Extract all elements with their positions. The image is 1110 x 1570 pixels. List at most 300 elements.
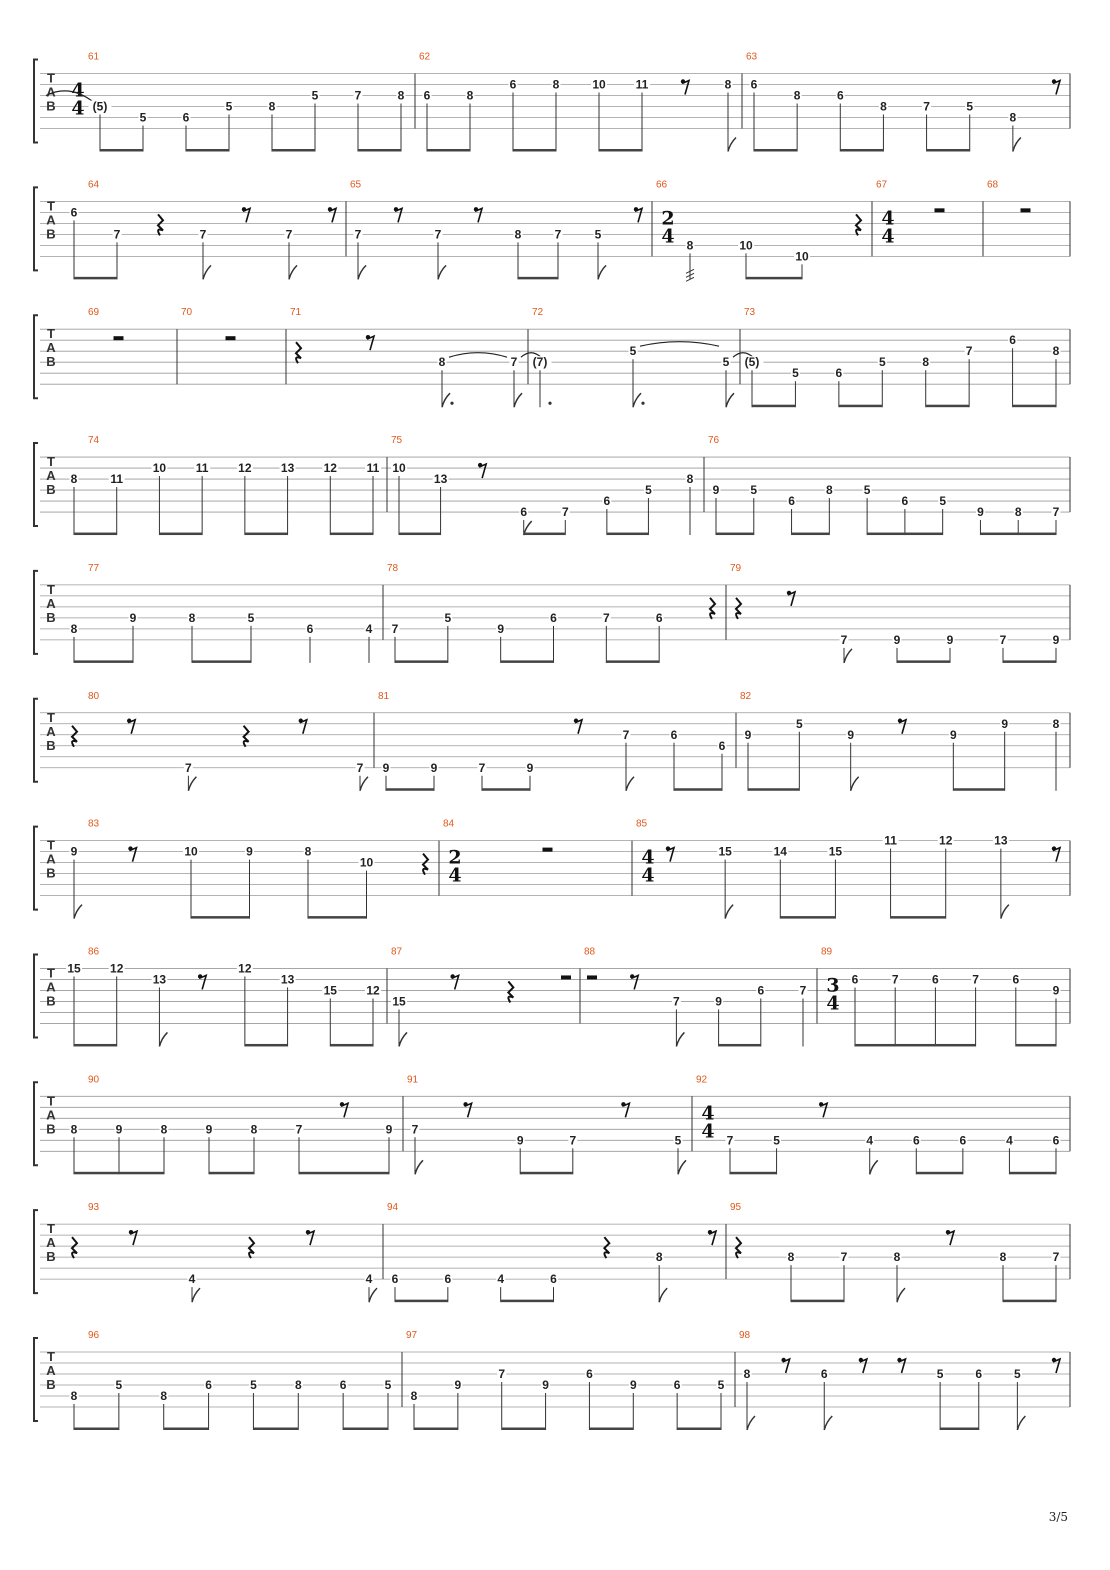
fret-number: 9 bbox=[382, 760, 390, 775]
fret-number: 15 bbox=[67, 961, 81, 976]
quarter-rest bbox=[604, 1237, 609, 1258]
eighth-rest-stroke bbox=[128, 720, 135, 734]
time-signature-bottom: 4 bbox=[826, 992, 840, 1015]
system-11 bbox=[34, 1330, 1070, 1430]
fret-number: 7 bbox=[354, 88, 362, 103]
fret-number: 8 bbox=[268, 99, 276, 114]
rest-block bbox=[114, 336, 124, 340]
measure-number: 81 bbox=[378, 690, 390, 702]
note-beam bbox=[677, 1428, 721, 1431]
note-flag bbox=[851, 777, 859, 791]
note-beam bbox=[186, 149, 229, 152]
fret-number: 7 bbox=[354, 227, 362, 242]
eighth-rest-stroke bbox=[243, 208, 250, 222]
note-beam bbox=[164, 1428, 209, 1431]
time-signature-top: 4 bbox=[71, 79, 85, 102]
fret-number: 8 bbox=[655, 1250, 663, 1265]
fret-number: 4 bbox=[497, 1272, 505, 1287]
measure-74 bbox=[70, 435, 382, 535]
fret-number: 6 bbox=[788, 494, 795, 509]
fret-number: 4 bbox=[866, 1133, 874, 1148]
eighth-rest-stroke bbox=[667, 848, 674, 862]
measure-number: 98 bbox=[739, 1330, 751, 1341]
time-signature-bottom: 4 bbox=[448, 864, 462, 887]
rest-block bbox=[587, 975, 597, 979]
fret-number: 6 bbox=[391, 1272, 399, 1287]
quarter-rest bbox=[296, 342, 301, 363]
note-beam bbox=[891, 916, 946, 919]
note-beam bbox=[253, 1428, 298, 1431]
fret-number: 11 bbox=[366, 461, 380, 476]
system-bracket bbox=[34, 187, 38, 270]
fret-number: 9 bbox=[205, 1122, 213, 1137]
fret-number: 8 bbox=[466, 88, 474, 103]
fret-number: 14 bbox=[773, 844, 787, 859]
note-beam bbox=[927, 149, 970, 152]
time-signature-top: 4 bbox=[701, 1102, 715, 1125]
system-bracket bbox=[34, 1210, 38, 1293]
fret-number: 8 bbox=[880, 99, 887, 114]
note-beam bbox=[482, 788, 530, 791]
fret-number: 7 bbox=[999, 632, 1007, 647]
fret-number: 7 bbox=[285, 227, 293, 242]
fret-number: 9 bbox=[1052, 632, 1060, 647]
note-beam bbox=[74, 1044, 117, 1047]
fret-number: 7 bbox=[561, 505, 569, 520]
fret-number: 10 bbox=[795, 249, 809, 264]
eighth-rest-stroke bbox=[899, 720, 906, 734]
fret-number: 10 bbox=[392, 461, 406, 476]
tab-clef-letter: A bbox=[46, 979, 56, 995]
fret-number: 9 bbox=[1052, 983, 1060, 998]
fret-number: 7 bbox=[965, 344, 973, 359]
tab-clef-letter: T bbox=[47, 1221, 55, 1237]
fret-number: 8 bbox=[743, 1367, 751, 1381]
fret-number: 5 bbox=[674, 1133, 682, 1148]
fret-number: 6 bbox=[757, 983, 765, 998]
fret-number: 6 bbox=[901, 494, 909, 509]
system-bracket bbox=[34, 60, 38, 143]
note-beam bbox=[953, 788, 1004, 791]
rhythm-dot bbox=[641, 402, 644, 405]
fret-number: 6 bbox=[586, 1367, 593, 1381]
note-beam bbox=[502, 1428, 546, 1431]
fret-number: 9 bbox=[454, 1378, 462, 1392]
measure-number: 91 bbox=[407, 1074, 419, 1086]
quarter-rest bbox=[158, 214, 163, 235]
note-beam bbox=[192, 660, 251, 663]
fret-number: 6 bbox=[509, 77, 517, 92]
fret-number: 8 bbox=[397, 88, 405, 103]
note-beam bbox=[589, 1428, 633, 1431]
measure-85 bbox=[636, 819, 1060, 919]
fret-number: 8 bbox=[70, 1389, 78, 1403]
fret-number: 10 bbox=[184, 844, 198, 859]
note-beam bbox=[916, 1172, 963, 1175]
fret-number: 10 bbox=[152, 461, 167, 476]
measure-77 bbox=[70, 563, 374, 663]
eighth-rest-stroke bbox=[622, 1103, 629, 1117]
measure-68 bbox=[987, 179, 1031, 212]
note-beam bbox=[330, 1044, 373, 1047]
note-beam bbox=[74, 277, 117, 280]
fret-number: 4 bbox=[365, 1272, 373, 1287]
measure-number: 75 bbox=[391, 435, 403, 447]
fret-number: 13 bbox=[280, 972, 295, 987]
fret-number: 11 bbox=[635, 77, 649, 92]
fret-number: 5 bbox=[594, 227, 602, 242]
fret-number: 7 bbox=[1052, 505, 1060, 520]
system-2 bbox=[34, 179, 1070, 281]
note-flag bbox=[203, 265, 211, 279]
eighth-rest-stroke bbox=[682, 81, 689, 95]
tab-clef-letter: B bbox=[46, 993, 56, 1009]
fret-number: 5 bbox=[444, 610, 452, 625]
fret-number: 5 bbox=[795, 716, 803, 731]
tab-clef-letter: A bbox=[46, 851, 56, 867]
fret-number: 12 bbox=[939, 833, 953, 848]
eighth-rest-stroke bbox=[329, 208, 336, 222]
fret-number: 6 bbox=[1012, 972, 1020, 987]
fret-number: 8 bbox=[724, 77, 732, 92]
fret-number: 8 bbox=[70, 1122, 78, 1137]
note-beam bbox=[716, 533, 754, 536]
tab-clef-letter: A bbox=[46, 595, 56, 611]
tab-clef-letter: B bbox=[46, 1249, 56, 1265]
fret-number: 6 bbox=[670, 727, 678, 742]
note-flag bbox=[897, 1288, 905, 1302]
fret-number: 12 bbox=[238, 461, 252, 476]
quarter-rest bbox=[856, 214, 861, 235]
eighth-rest-stroke bbox=[631, 975, 638, 989]
measure-number: 74 bbox=[88, 435, 100, 447]
fret-number: 8 bbox=[1052, 716, 1060, 731]
measure-82 bbox=[740, 691, 1061, 791]
fret-number: 7 bbox=[411, 1122, 419, 1137]
measure-number: 85 bbox=[636, 818, 648, 830]
fret-number: 7 bbox=[799, 983, 807, 998]
note-beam bbox=[730, 1172, 777, 1175]
tab-clef-letter: B bbox=[46, 354, 56, 370]
fret-number: 7 bbox=[891, 972, 899, 987]
fret-number: 5 bbox=[939, 494, 947, 509]
fret-number: 8 bbox=[70, 472, 78, 487]
measure-72 bbox=[529, 307, 754, 407]
note-beam bbox=[501, 660, 554, 663]
rest-block bbox=[543, 848, 553, 852]
fret-number: (5) bbox=[744, 355, 760, 370]
tab-clef-letter: A bbox=[46, 340, 56, 356]
note-beam bbox=[897, 660, 950, 663]
tab-clef-letter: B bbox=[46, 1121, 56, 1137]
tie-arc bbox=[449, 353, 507, 358]
measure-91 bbox=[407, 1074, 686, 1174]
eighth-rest-stroke bbox=[783, 1359, 790, 1373]
measure-95 bbox=[730, 1202, 1061, 1302]
measure-66 bbox=[656, 179, 861, 281]
fret-number: 5 bbox=[629, 344, 637, 359]
measure-number: 72 bbox=[532, 307, 544, 319]
eighth-rest-stroke bbox=[788, 592, 795, 606]
note-flag bbox=[289, 265, 297, 279]
fret-number: 9 bbox=[526, 760, 534, 775]
tab-clef-letter: T bbox=[47, 198, 55, 214]
fret-number: 6 bbox=[718, 738, 726, 753]
system-9 bbox=[34, 1074, 1070, 1174]
tab-clef-letter: B bbox=[46, 1377, 56, 1392]
fret-number: 7 bbox=[356, 760, 364, 775]
fret-number: 7 bbox=[972, 972, 979, 987]
rhythm-dot bbox=[450, 402, 453, 405]
fret-number: 15 bbox=[392, 994, 406, 1009]
fret-number: 5 bbox=[936, 1367, 944, 1381]
fret-number: 6 bbox=[520, 505, 528, 520]
fret-number: 6 bbox=[1009, 333, 1016, 348]
fret-number: 4 bbox=[365, 621, 373, 636]
measure-number: 86 bbox=[88, 946, 100, 958]
measure-number: 63 bbox=[746, 51, 758, 63]
fret-number: 7 bbox=[434, 227, 442, 242]
note-beam bbox=[1003, 660, 1056, 663]
rest-block bbox=[561, 975, 571, 979]
note-flag bbox=[824, 1416, 832, 1430]
measure-number: 69 bbox=[88, 307, 100, 319]
measure-number: 71 bbox=[290, 307, 302, 319]
measure-63 bbox=[746, 52, 1060, 152]
fret-number: 5 bbox=[773, 1133, 780, 1148]
tab-clef-letter: T bbox=[47, 70, 55, 86]
time-signature-bottom: 4 bbox=[71, 97, 85, 120]
system-10 bbox=[34, 1202, 1070, 1302]
fret-number: 8 bbox=[686, 472, 694, 487]
note-beam bbox=[74, 533, 117, 536]
note-beam bbox=[839, 405, 882, 408]
fret-number: 11 bbox=[884, 833, 897, 848]
time-signature-bottom: 4 bbox=[661, 225, 675, 248]
note-flag bbox=[633, 393, 641, 407]
note-beam bbox=[245, 1044, 288, 1047]
note-beam bbox=[520, 1172, 573, 1175]
tie-arc bbox=[640, 342, 719, 347]
measure-80 bbox=[72, 691, 368, 791]
quarter-rest bbox=[244, 726, 249, 747]
note-beam bbox=[1003, 1300, 1056, 1303]
measure-number: 84 bbox=[443, 818, 455, 830]
note-beam bbox=[395, 1300, 448, 1303]
fret-number: 8 bbox=[825, 483, 833, 498]
note-flag bbox=[598, 265, 606, 279]
note-flag bbox=[844, 649, 852, 663]
fret-number: 9 bbox=[129, 610, 137, 625]
measure-number: 90 bbox=[88, 1074, 100, 1086]
note-flag bbox=[188, 777, 196, 791]
fret-number: 6 bbox=[750, 77, 758, 92]
fret-number: 10 bbox=[739, 238, 753, 253]
measure-67 bbox=[876, 179, 945, 247]
fret-number: 5 bbox=[1014, 1367, 1021, 1381]
fret-number: 7 bbox=[113, 227, 121, 242]
measure-62 bbox=[419, 52, 736, 152]
note-beam bbox=[867, 533, 943, 536]
measure-number: 70 bbox=[181, 307, 193, 319]
fret-number: 8 bbox=[1052, 344, 1060, 359]
fret-number: 6 bbox=[339, 1378, 347, 1392]
fret-number: 9 bbox=[497, 621, 505, 636]
fret-number: 6 bbox=[1052, 1133, 1060, 1148]
fret-number: 8 bbox=[999, 1250, 1007, 1265]
fret-number: 8 bbox=[160, 1389, 168, 1403]
quarter-rest bbox=[249, 1237, 254, 1258]
eighth-rest-stroke bbox=[395, 208, 402, 222]
fret-number: 7 bbox=[726, 1133, 734, 1148]
measure-number: 66 bbox=[656, 179, 668, 191]
eighth-rest-stroke bbox=[947, 1231, 954, 1245]
note-beam bbox=[159, 533, 202, 536]
tab-clef-letter: T bbox=[47, 837, 55, 853]
system-bracket bbox=[34, 954, 38, 1037]
quarter-rest bbox=[72, 1237, 77, 1258]
fret-number: 8 bbox=[250, 1122, 258, 1137]
tab-clef-letter: B bbox=[46, 482, 56, 498]
note-flag bbox=[514, 393, 522, 407]
measure-93 bbox=[72, 1202, 377, 1302]
fret-number: 8 bbox=[686, 238, 694, 253]
note-flag bbox=[626, 777, 634, 791]
measure-64 bbox=[70, 179, 337, 279]
eighth-rest-stroke bbox=[575, 720, 582, 734]
tab-clef-letter: T bbox=[47, 1349, 55, 1364]
note-beam bbox=[74, 660, 133, 663]
note-flag bbox=[159, 1032, 167, 1046]
note-beam bbox=[399, 533, 441, 536]
fret-number: 7 bbox=[923, 99, 930, 114]
note-beam bbox=[1013, 405, 1056, 408]
fret-number: 9 bbox=[847, 727, 855, 742]
time-signature-top: 2 bbox=[661, 207, 675, 230]
note-beam bbox=[395, 660, 448, 663]
fret-number: 7 bbox=[569, 1133, 577, 1148]
measure-84 bbox=[443, 819, 553, 887]
fret-number: 6 bbox=[820, 1367, 828, 1381]
measure-61 bbox=[46, 52, 406, 152]
tab-clef-letter: B bbox=[46, 737, 56, 753]
fret-number: 6 bbox=[550, 1272, 557, 1287]
note-beam bbox=[272, 149, 315, 152]
fret-number: 9 bbox=[385, 1122, 393, 1137]
fret-number: 8 bbox=[922, 355, 930, 370]
measure-83 bbox=[70, 819, 429, 919]
fret-number: 10 bbox=[592, 77, 606, 92]
measure-76 bbox=[708, 435, 1061, 535]
note-flag bbox=[438, 265, 446, 279]
fret-number: 10 bbox=[359, 855, 374, 870]
fret-number: 6 bbox=[306, 621, 314, 636]
measure-number: 88 bbox=[584, 946, 596, 958]
fret-number: 7 bbox=[478, 760, 486, 775]
system-5 bbox=[34, 563, 1070, 663]
note-beam bbox=[74, 1428, 119, 1431]
measure-87 bbox=[391, 946, 571, 1046]
measure-71 bbox=[290, 307, 541, 407]
tab-clef-letter: T bbox=[47, 454, 55, 470]
fret-number: 7 bbox=[1052, 1250, 1060, 1265]
time-signature-top: 2 bbox=[448, 846, 462, 869]
note-beam bbox=[748, 788, 799, 791]
fret-number: 9 bbox=[70, 844, 78, 859]
fret-number: 9 bbox=[1001, 716, 1009, 731]
fret-number: 5 bbox=[966, 99, 974, 114]
note-flag bbox=[399, 1032, 407, 1046]
note-beam bbox=[752, 405, 795, 408]
measure-92 bbox=[696, 1074, 1061, 1174]
fret-number: 8 bbox=[1009, 110, 1017, 125]
measure-75 bbox=[391, 435, 695, 535]
note-beam bbox=[599, 149, 642, 152]
tab-clef-letter: T bbox=[47, 326, 55, 342]
note-flag bbox=[360, 777, 368, 791]
tab-clef-letter: A bbox=[46, 468, 56, 484]
note-beam bbox=[299, 1172, 389, 1175]
fret-number: 15 bbox=[828, 844, 843, 859]
fret-number: 8 bbox=[787, 1250, 795, 1265]
note-beam bbox=[386, 788, 434, 791]
eighth-rest-stroke bbox=[452, 975, 459, 989]
eighth-rest-stroke bbox=[300, 720, 307, 734]
note-beam bbox=[940, 1428, 979, 1431]
fret-number: 8 bbox=[514, 227, 522, 242]
eighth-rest-stroke bbox=[635, 208, 642, 222]
fret-number: 6 bbox=[205, 1378, 212, 1392]
measure-94 bbox=[387, 1202, 716, 1302]
fret-number: 6 bbox=[444, 1272, 452, 1287]
system-7 bbox=[34, 819, 1070, 919]
fret-number: 6 bbox=[912, 1133, 920, 1148]
fret-number: 9 bbox=[715, 994, 722, 1009]
tab-clef-letter: A bbox=[46, 723, 56, 739]
note-beam bbox=[191, 916, 250, 919]
fret-number: 5 bbox=[717, 1378, 725, 1392]
fret-number: 5 bbox=[115, 1378, 123, 1392]
quarter-rest bbox=[736, 1237, 741, 1258]
quarter-rest bbox=[710, 598, 715, 619]
system-6 bbox=[34, 691, 1070, 791]
fret-number: 5 bbox=[311, 88, 319, 103]
fret-number: 9 bbox=[977, 505, 984, 520]
eighth-rest-stroke bbox=[820, 1103, 827, 1117]
fret-number: 9 bbox=[946, 632, 954, 647]
note-beam bbox=[980, 533, 1056, 536]
measure-number: 64 bbox=[88, 179, 100, 191]
tab-clef-letter: B bbox=[46, 609, 56, 625]
eighth-rest-stroke bbox=[479, 464, 486, 478]
system-8 bbox=[34, 946, 1070, 1046]
fret-number: 9 bbox=[893, 632, 901, 647]
fret-number: 9 bbox=[115, 1122, 123, 1137]
measure-number: 93 bbox=[88, 1202, 100, 1214]
note-flag bbox=[415, 1160, 423, 1174]
measure-number: 92 bbox=[696, 1074, 708, 1086]
eighth-rest-stroke bbox=[475, 208, 482, 222]
note-beam bbox=[524, 533, 566, 536]
note-beam bbox=[245, 533, 288, 536]
note-beam bbox=[414, 1428, 458, 1431]
fret-number: 11 bbox=[195, 461, 209, 476]
note-beam bbox=[926, 405, 969, 408]
note-flag bbox=[659, 1288, 667, 1302]
fret-number: 5 bbox=[384, 1378, 392, 1392]
measure-number: 82 bbox=[740, 690, 752, 702]
fret-number: 7 bbox=[622, 727, 630, 742]
